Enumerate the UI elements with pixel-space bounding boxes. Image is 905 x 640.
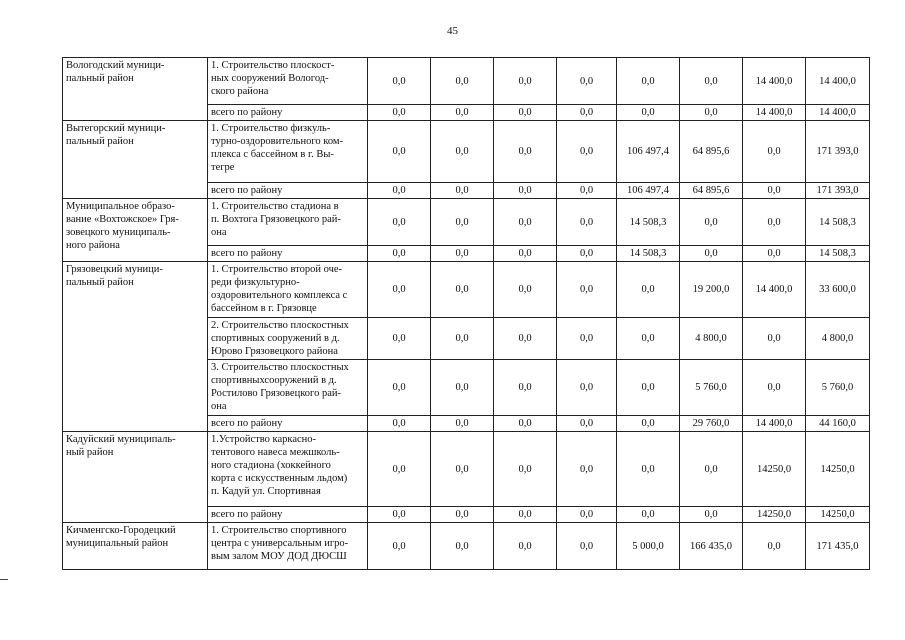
amount-cell: 0,0	[431, 416, 494, 432]
amount-cell: 0,0	[557, 58, 617, 105]
amount-cell: 0,0	[557, 121, 617, 183]
amount-cell: 0,0	[617, 105, 680, 121]
district-name: Вологодский муници- пальный район	[63, 58, 208, 121]
amount-cell: 0,0	[494, 58, 557, 105]
amount-cell: 0,0	[431, 507, 494, 523]
amount-cell: 0,0	[494, 416, 557, 432]
amount-cell: 0,0	[557, 105, 617, 121]
amount-cell: 0,0	[617, 416, 680, 432]
amount-cell: 0,0	[680, 199, 743, 246]
table-row	[63, 58, 870, 105]
amount-cell: 0,0	[368, 246, 431, 262]
amount-cell: 106 497,4	[617, 121, 680, 183]
amount-cell: 14 400,0	[743, 416, 806, 432]
amount-cell: 0,0	[494, 105, 557, 121]
amount-cell: 44 160,0	[806, 416, 870, 432]
amount-cell: 0,0	[368, 262, 431, 318]
amount-cell: 0,0	[617, 262, 680, 318]
total-label: всего по району	[208, 105, 368, 121]
amount-cell: 0,0	[743, 121, 806, 183]
amount-cell: 0,0	[557, 360, 617, 416]
amount-cell: 14250,0	[806, 507, 870, 523]
amount-cell: 0,0	[494, 432, 557, 507]
table-row	[63, 523, 870, 570]
amount-cell: 0,0	[680, 105, 743, 121]
amount-cell: 0,0	[617, 507, 680, 523]
amount-cell: 0,0	[617, 318, 680, 360]
amount-cell: 0,0	[494, 318, 557, 360]
project-description: 1.Устройство каркасно- тентового навеса межшколь- ного стадиона (хоккейного корта с искусственным льдом) п. Кадуй ул. Спортивная	[208, 432, 368, 507]
amount-cell: 0,0	[743, 360, 806, 416]
amount-cell: 0,0	[743, 318, 806, 360]
project-description: 1. Строительство спортивного центра с универсальным игро- вым залом МОУ ДОД ДЮСШ	[208, 523, 368, 570]
amount-cell: 0,0	[431, 246, 494, 262]
table-row	[63, 121, 870, 183]
amount-cell: 14 508,3	[617, 199, 680, 246]
amount-cell: 0,0	[557, 318, 617, 360]
amount-cell: 0,0	[743, 199, 806, 246]
amount-cell: 0,0	[368, 199, 431, 246]
amount-cell: 5 000,0	[617, 523, 680, 570]
amount-cell: 0,0	[368, 507, 431, 523]
amount-cell: 0,0	[431, 183, 494, 199]
amount-cell: 0,0	[680, 58, 743, 105]
total-label: всего по району	[208, 183, 368, 199]
amount-cell: 0,0	[557, 432, 617, 507]
amount-cell: 0,0	[431, 121, 494, 183]
amount-cell: 4 800,0	[680, 318, 743, 360]
amount-cell: 0,0	[368, 318, 431, 360]
amount-cell: 0,0	[431, 58, 494, 105]
amount-cell: 0,0	[494, 523, 557, 570]
amount-cell: 171 393,0	[806, 121, 870, 183]
amount-cell: 0,0	[368, 432, 431, 507]
project-description: 1. Строительство плоскост- ных сооружений Вологод- ского района	[208, 58, 368, 105]
amount-cell: 0,0	[494, 183, 557, 199]
amount-cell: 29 760,0	[680, 416, 743, 432]
amount-cell: 0,0	[431, 432, 494, 507]
amount-cell: 0,0	[557, 416, 617, 432]
amount-cell: 0,0	[431, 105, 494, 121]
amount-cell: 19 200,0	[680, 262, 743, 318]
amount-cell: 14 508,3	[806, 199, 870, 246]
table-body	[63, 58, 870, 570]
total-label: всего по району	[208, 246, 368, 262]
amount-cell: 14250,0	[806, 432, 870, 507]
amount-cell: 0,0	[494, 246, 557, 262]
project-description: 2. Строительство плоскостных спортивных сооружений в д. Юрово Грязовецкого района	[208, 318, 368, 360]
margin-mark	[0, 579, 8, 580]
amount-cell: 0,0	[743, 523, 806, 570]
amount-cell: 14 400,0	[743, 262, 806, 318]
table-row	[63, 199, 870, 246]
district-name: Вытегорский муници- пальный район	[63, 121, 208, 199]
amount-cell: 0,0	[431, 360, 494, 416]
amount-cell: 14 508,3	[617, 246, 680, 262]
amount-cell: 64 895,6	[680, 183, 743, 199]
table-row	[63, 262, 870, 318]
project-description: 1. Строительство второй оче- реди физкультурно- оздоровительного комплекса с бассейном в г. Грязовце	[208, 262, 368, 318]
amount-cell: 14 508,3	[806, 246, 870, 262]
amount-cell: 0,0	[557, 523, 617, 570]
amount-cell: 0,0	[368, 523, 431, 570]
budget-table-container	[62, 57, 870, 570]
amount-cell: 171 435,0	[806, 523, 870, 570]
amount-cell: 0,0	[494, 507, 557, 523]
amount-cell: 0,0	[743, 246, 806, 262]
amount-cell: 0,0	[494, 199, 557, 246]
amount-cell: 0,0	[617, 432, 680, 507]
amount-cell: 0,0	[368, 105, 431, 121]
project-description: 1. Строительство стадиона в п. Вохтога Грязовецкого рай- она	[208, 199, 368, 246]
amount-cell: 5 760,0	[680, 360, 743, 416]
amount-cell: 0,0	[368, 183, 431, 199]
amount-cell: 64 895,6	[680, 121, 743, 183]
amount-cell: 14 400,0	[806, 105, 870, 121]
amount-cell: 0,0	[680, 432, 743, 507]
amount-cell: 0,0	[494, 262, 557, 318]
project-description: 1. Строительство физкуль- турно-оздоровительного ком- плекса с бассейном в г. Вы- тегре	[208, 121, 368, 183]
project-description: 3. Строительство плоскостных спортивныхсооружений в д. Ростилово Грязовецкого рай- она	[208, 360, 368, 416]
amount-cell: 106 497,4	[617, 183, 680, 199]
amount-cell: 5 760,0	[806, 360, 870, 416]
amount-cell: 0,0	[557, 246, 617, 262]
amount-cell: 171 393,0	[806, 183, 870, 199]
total-label: всего по району	[208, 416, 368, 432]
amount-cell: 4 800,0	[806, 318, 870, 360]
district-name: Грязовецкий муници- пальный район	[63, 262, 208, 432]
page-number: 45	[447, 25, 458, 37]
amount-cell: 0,0	[617, 58, 680, 105]
amount-cell: 0,0	[680, 507, 743, 523]
amount-cell: 0,0	[617, 360, 680, 416]
amount-cell: 14250,0	[743, 507, 806, 523]
amount-cell: 0,0	[494, 121, 557, 183]
budget-table	[62, 57, 870, 570]
amount-cell: 0,0	[743, 183, 806, 199]
amount-cell: 166 435,0	[680, 523, 743, 570]
amount-cell: 0,0	[368, 360, 431, 416]
amount-cell: 0,0	[557, 262, 617, 318]
amount-cell: 0,0	[368, 58, 431, 105]
amount-cell: 0,0	[494, 360, 557, 416]
amount-cell: 14 400,0	[806, 58, 870, 105]
amount-cell: 0,0	[368, 121, 431, 183]
amount-cell: 33 600,0	[806, 262, 870, 318]
amount-cell: 0,0	[368, 416, 431, 432]
amount-cell: 0,0	[557, 199, 617, 246]
amount-cell: 14250,0	[743, 432, 806, 507]
district-name: Кичменгско-Городецкий муниципальный район	[63, 523, 208, 570]
table-row	[63, 432, 870, 507]
amount-cell: 0,0	[431, 318, 494, 360]
amount-cell: 0,0	[557, 183, 617, 199]
district-name: Кадуйский муниципаль- ный район	[63, 432, 208, 523]
amount-cell: 14 400,0	[743, 105, 806, 121]
amount-cell: 0,0	[431, 523, 494, 570]
total-label: всего по району	[208, 507, 368, 523]
district-name: Муниципальное образо- вание «Вохтожское» Гря- зовецкого муниципаль- ного района	[63, 199, 208, 262]
amount-cell: 0,0	[557, 507, 617, 523]
amount-cell: 0,0	[431, 262, 494, 318]
amount-cell: 0,0	[680, 246, 743, 262]
amount-cell: 0,0	[431, 199, 494, 246]
amount-cell: 14 400,0	[743, 58, 806, 105]
